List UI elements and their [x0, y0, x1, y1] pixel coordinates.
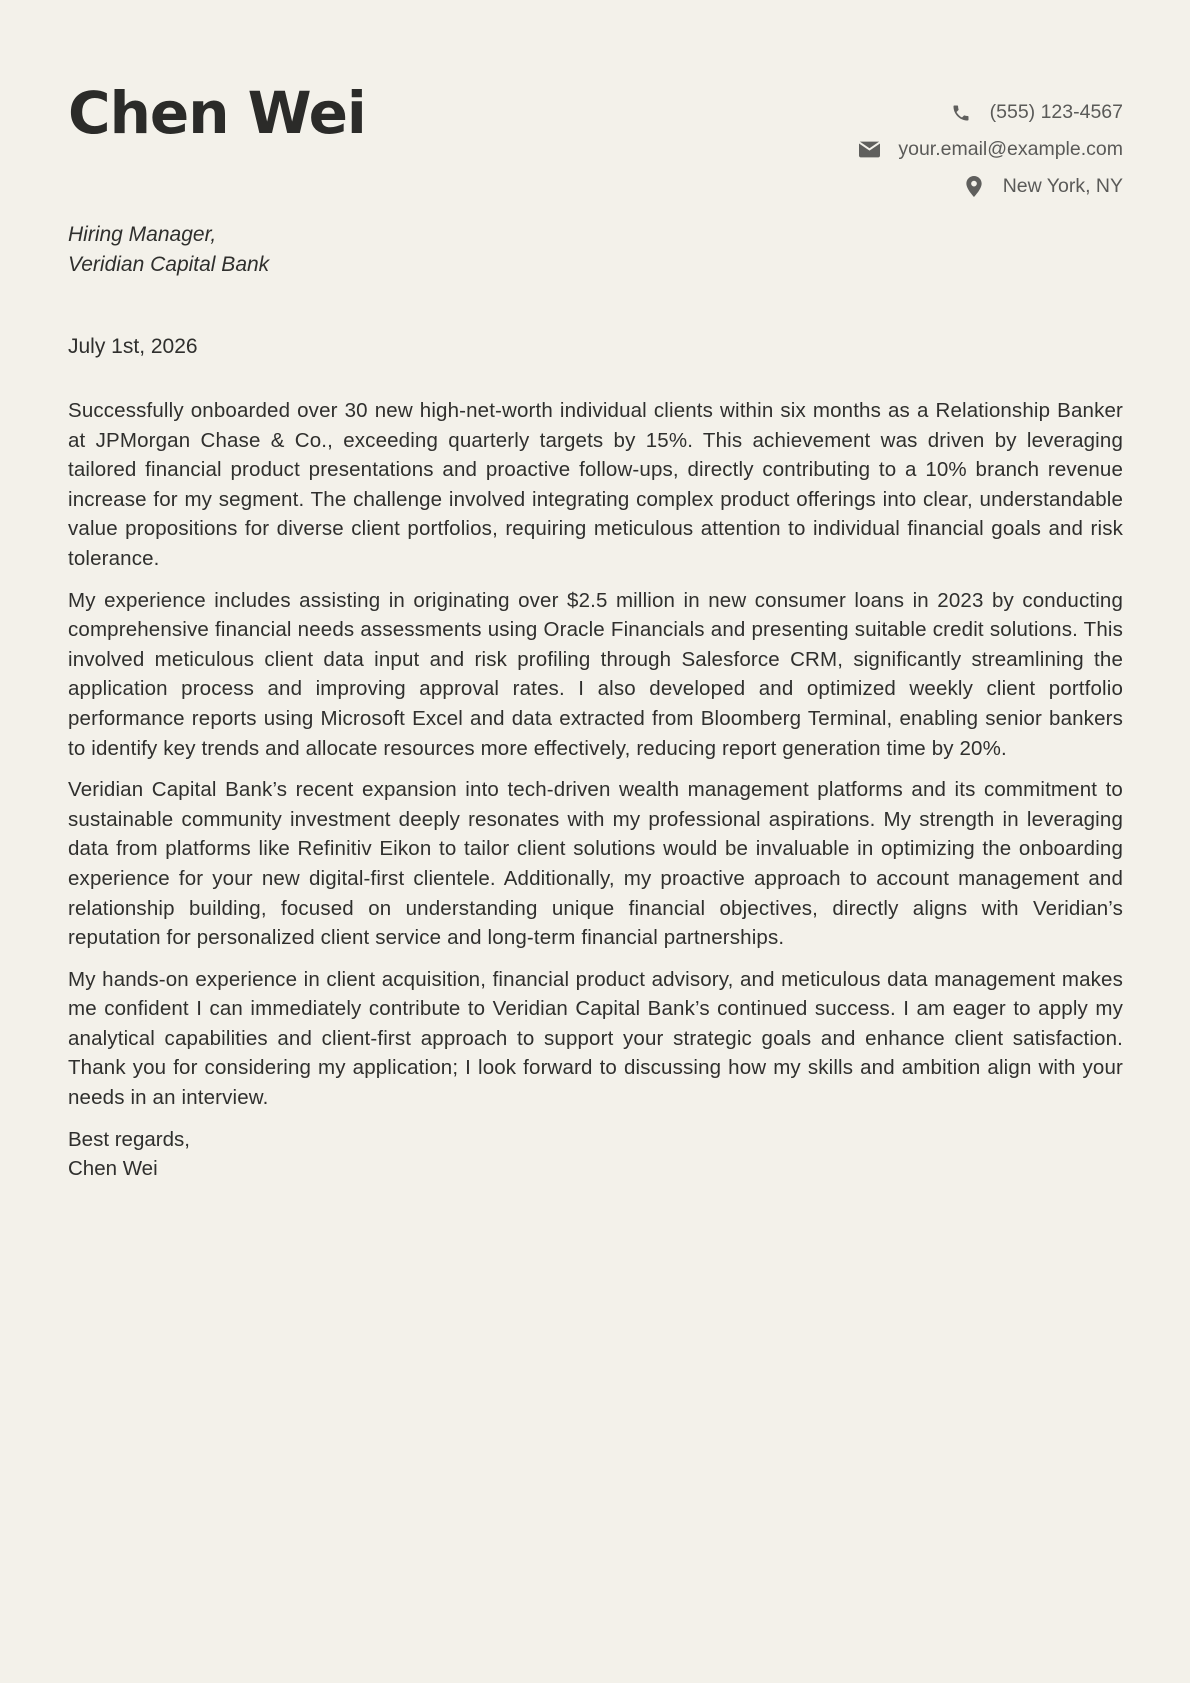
body-paragraph: Veridian Capital Bank’s recent expansion into tech-driven wealth management platforms and its commitment to sustainable community investment deeply resonates with my professional aspirations. My strength in leveraging data from platforms like Refinitiv Eikon to tailor client solutions would be invaluable in optimizing the onboarding experience for your new digital-first clientele. Additionally, my proactive approach to account management and relationship building, focused on understanding unique financial objectives, directly aligns with Veridian’s reputation for personalized client service and long-term financial partnerships.	[68, 778, 1123, 950]
closing-salutation: Best regards,	[68, 1127, 190, 1151]
closing-signature: Chen Wei	[68, 1157, 158, 1181]
phone-number: (555) 123-4567	[989, 101, 1123, 123]
recipient-block	[68, 220, 269, 280]
phone-icon	[950, 102, 972, 124]
contact-info	[858, 94, 1123, 205]
letter-body	[68, 396, 1123, 1184]
envelope-icon	[858, 139, 880, 161]
map-marker-icon	[963, 176, 985, 198]
contact-location	[858, 168, 1123, 205]
contact-phone	[858, 94, 1123, 131]
cover-letter-page	[68, 0, 1123, 1683]
letter-date: July 1st, 2026	[68, 335, 198, 358]
body-paragraph: My experience includes assisting in originating over $2.5 million in new consumer loans in 2023 by conducting comprehensive financial needs assessments using Oracle Financials and presenting suitable credit solutions. This involved meticulous client data input and risk profiling through Salesforce CRM, significantly streamlining the application process and improving approval rates. I also developed and optimized weekly client portfolio performance reports using Microsoft Excel and data extracted from Bloomberg Terminal, enabling senior bankers to identify key trends and allocate resources more effectively, reducing report generation time by 20%.	[68, 588, 1123, 760]
contact-email	[858, 131, 1123, 168]
letter-closing	[68, 1125, 1123, 1184]
body-paragraph: Successfully onboarded over 30 new high-net-worth individual clients within six months as a Relationship Banker at JPMorgan Chase & Co., exceeding quarterly targets by 15%. This achievement was driven by leveraging tailored financial product presentations and proactive follow-ups, directly contributing to a 10% branch revenue increase for my segment. The challenge involved integrating complex product offerings into clear, understandable value propositions for diverse client portfolios, requiring meticulous attention to individual financial goals and risk tolerance.	[68, 399, 1123, 570]
recipient-company: Veridian Capital Bank	[68, 253, 270, 276]
email-address: your.email@example.com	[898, 138, 1123, 160]
recipient-title: Hiring Manager,	[68, 223, 217, 246]
applicant-name: Chen Wei	[68, 79, 366, 147]
location-text: New York, NY	[1002, 175, 1123, 197]
letter-header	[68, 0, 1123, 200]
body-paragraph: My hands-on experience in client acquisition, financial product advisory, and meticulous data management makes me confident I can immediately contribute to Veridian Capital Bank’s continued success. I am eager to apply my analytical capabilities and client-first approach to support your strategic goals and enhance client satisfaction. Thank you for considering my application; I look forward to discussing how my skills and ambition align with your needs in an interview.	[68, 967, 1123, 1110]
